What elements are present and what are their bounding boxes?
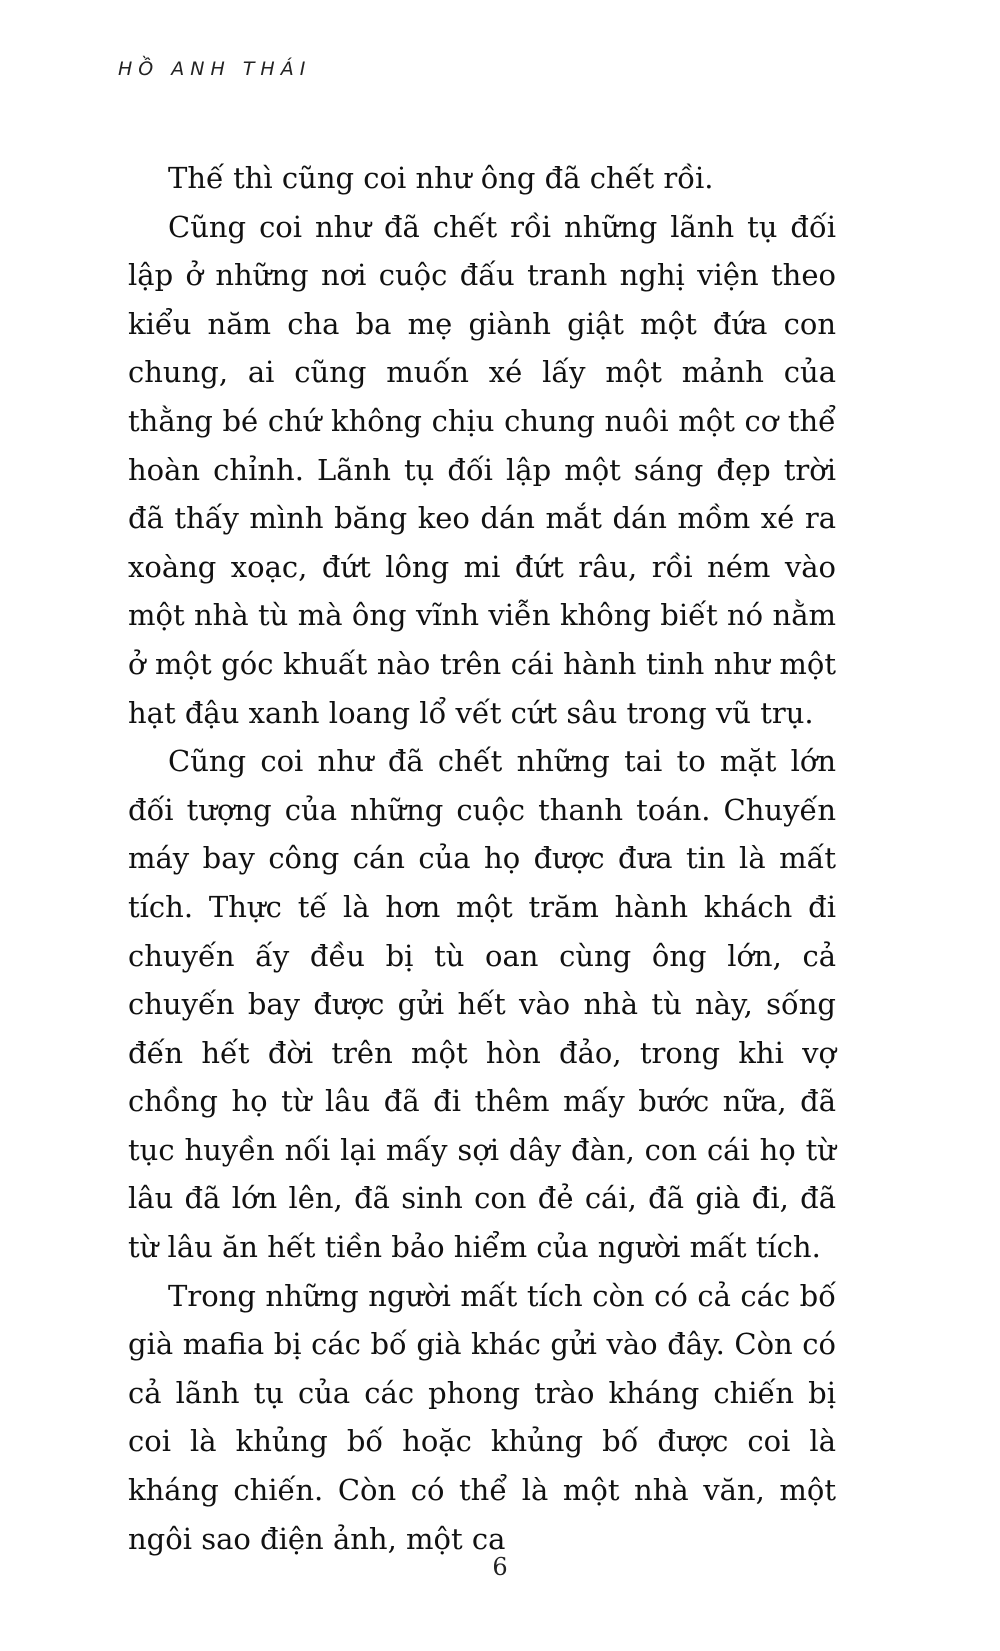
body-text [128, 154, 836, 1563]
paragraph-1: Thế thì cũng coi như ông đã chết rồi. [168, 161, 714, 195]
paragraph-4: Trong những người mất tích còn có cả các bố già mafia bị các bố già khác gửi vào đây. Còn có cả lãnh tụ của các phong trào kháng chiến bị coi là khủng bố hoặc khủng bố được coi là kháng chiến. Còn có thể là một nhà văn, một ngôi sao điện ảnh, một ca [128, 1278, 836, 1556]
running-head-author: HỒ ANH THÁI [118, 58, 312, 80]
page-number: 6 [492, 1553, 508, 1581]
paragraph-2: Cũng coi như đã chết rồi những lãnh tụ đối lập ở những nơi cuộc đấu tranh nghị viện theo kiểu năm cha ba mẹ giành giật một đứa con chung, ai cũng muốn xé lấy một mảnh của thằng bé chứ không chịu chung nuôi một cơ thể hoàn chỉnh. Lãnh tụ đối lập một sáng đẹp trời đã thấy mình băng keo dán mắt dán mồm xé ra xoàng xoạc, đứt lông mi đứt râu, rồi ném vào một nhà tù mà ông vĩnh viễn không biết nó nằm ở một góc khuất nào trên cái hành tinh như một hạt đậu xanh loang lổ vết cứt sâu trong vũ trụ. [128, 209, 836, 730]
paragraph-3: Cũng coi như đã chết những tai to mặt lớn đối tượng của những cuộc thanh toán. Chuyến máy bay công cán của họ được đưa tin là mất tích. Thực tế là hơn một trăm hành khách đi chuyến ấy đều bị tù oan cùng ông lớn, cả chuyến bay được gửi hết vào nhà tù này, sống đến hết đời trên một hòn đảo, trong khi vợ chồng họ từ lâu đã đi thêm mấy bước nữa, đã tục huyền nối lại mấy sợi dây đàn, con cái họ từ lâu đã lớn lên, đã sinh con đẻ cái, đã già đi, đã từ lâu ăn hết tiền bảo hiểm của người mất tích. [128, 744, 836, 1265]
